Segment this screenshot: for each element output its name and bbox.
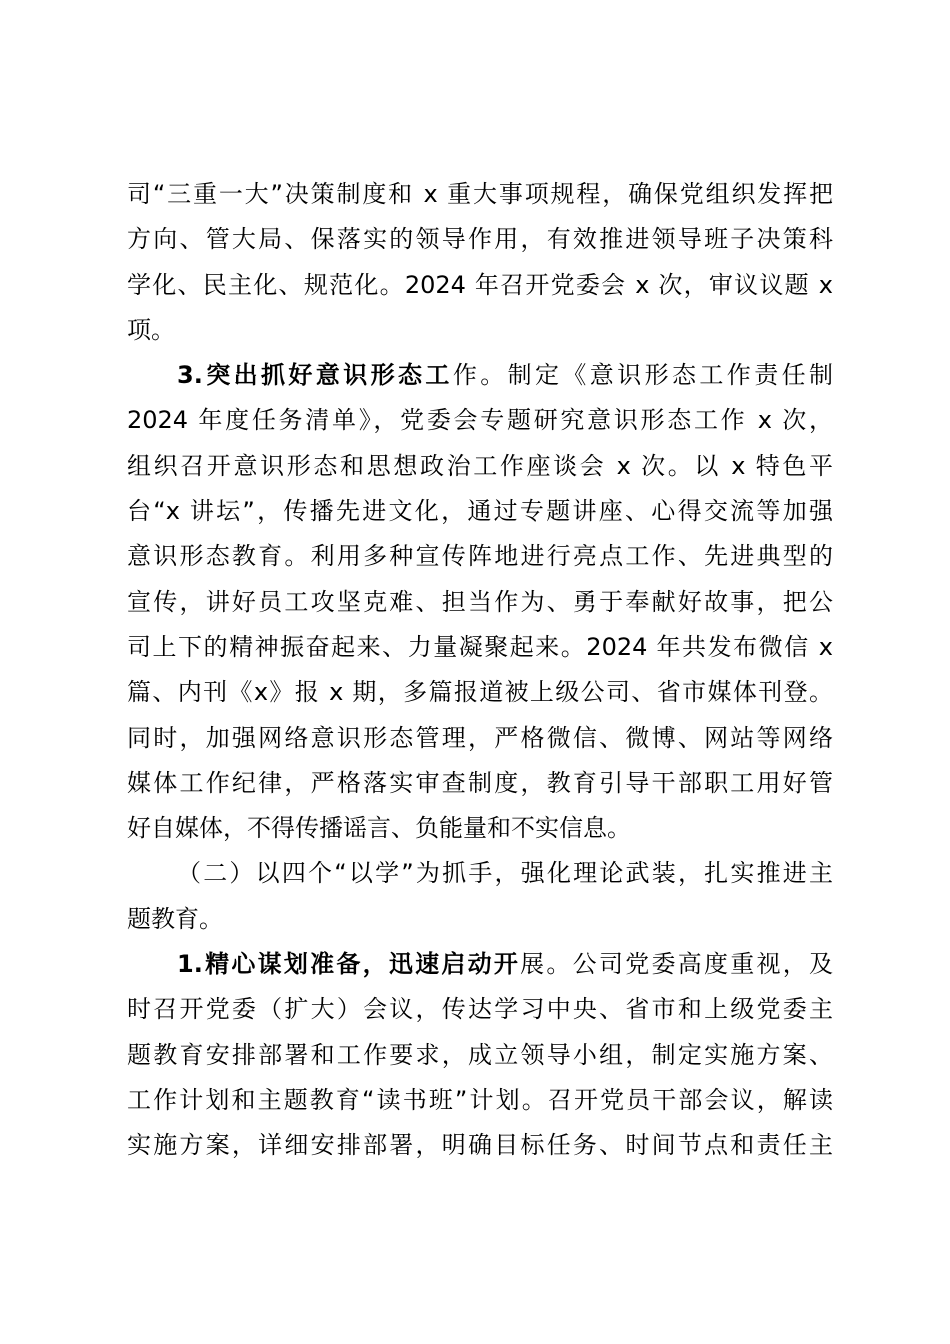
text-line: 意识形态教育。利用多种宣传阵地进行亮点工作、先进典型的 <box>127 542 833 571</box>
section-title-line: 题教育。 <box>127 904 223 933</box>
text-line: 2024 年度任务清单》，党委会专题研究意识形态工作 x 次， <box>127 406 833 435</box>
text-line: 台“x 讲坛”，传播先进文化，通过专题讲座、心得交流等加强 <box>127 497 833 526</box>
paragraph-planning <box>127 942 833 1168</box>
text-run: 展。公司党委高度重视，及 <box>520 950 833 979</box>
section-heading: 3.突出抓好意识形态工 <box>177 361 453 390</box>
text-line: 好自媒体，不得传播谣言、负能量和不实信息。 <box>127 814 631 843</box>
paragraph-ideology-work <box>127 353 833 851</box>
text-line: 篇、内刊《x》报 x 期，多篇报道被上级公司、省市媒体刊登。 <box>127 678 833 707</box>
text-line: 实施方案，详细安排部署，明确目标任务、时间节点和责任主 <box>127 1131 833 1160</box>
paragraph-section-two <box>127 851 833 942</box>
section-title-line: （二）以四个“以学”为抓手，强化理论武装，扎实推进主 <box>177 859 833 888</box>
text-run: 作。制定《意识形态工作责任制 <box>452 361 833 390</box>
document-body <box>127 172 833 1169</box>
text-line: 司“三重一大”决策制度和 x 重大事项规程，确保党组织发挥把 <box>127 180 833 208</box>
section-heading: 1.精心谋划准备，迅速启动开 <box>177 950 521 979</box>
paragraph-decision-system <box>127 172 833 353</box>
text-line <box>127 353 833 398</box>
text-line <box>127 942 833 987</box>
text-line: 时召开党委（扩大）会议，传达学习中央、省市和上级党委主 <box>127 995 833 1024</box>
text-line: 宣传，讲好员工攻坚克难、担当作为、勇于奉献好故事，把公 <box>127 587 833 616</box>
text-line: 同时，加强网络意识形态管理，严格微信、微博、网站等网络 <box>127 723 833 752</box>
text-line: 题教育安排部署和工作要求，成立领导小组，制定实施方案、 <box>127 1040 833 1069</box>
text-line: 学化、民主化、规范化。2024 年召开党委会 x 次，审议议题 x <box>127 270 833 299</box>
text-line: 司上下的精神振奋起来、力量凝聚起来。2024 年共发布微信 x <box>127 632 833 661</box>
text-line: 媒体工作纪律，严格落实审查制度，教育引导干部职工用好管 <box>127 768 833 797</box>
text-line: 组织召开意识形态和思想政治工作座谈会 x 次。以 x 特色平 <box>127 451 833 480</box>
text-line: 方向、管大局、保落实的领导作用，有效推进领导班子决策科 <box>127 225 833 254</box>
text-line: 工作计划和主题教育“读书班”计划。召开党员干部会议，解读 <box>127 1085 833 1114</box>
text-line: 项。 <box>127 315 175 344</box>
